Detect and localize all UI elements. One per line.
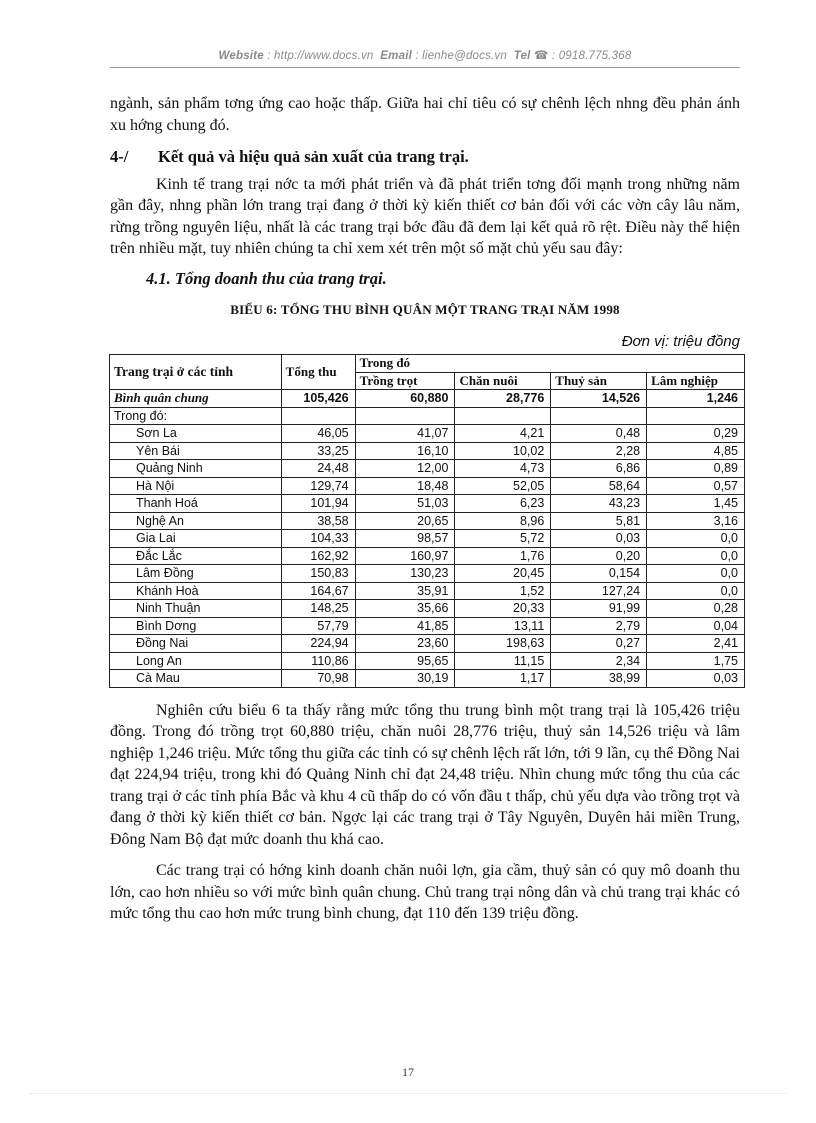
cell-aqua: 0,48 [551, 425, 647, 443]
table-row [110, 477, 745, 495]
cell-crop: 160,97 [355, 547, 455, 565]
cell-aqua: 14,526 [551, 390, 647, 408]
cell-aqua: 91,99 [551, 600, 647, 618]
cell-crop: 35,91 [355, 582, 455, 600]
cell-forest: 0,0 [647, 547, 745, 565]
cell-livestock: 198,63 [455, 635, 551, 653]
subsection-title: 4.1. Tổng doanh thu của trang trại. [146, 268, 387, 288]
cell-forest: 0,0 [647, 565, 745, 583]
cell-region: Thanh Hoá [110, 495, 282, 513]
cell-empty [281, 407, 355, 425]
province-rows [110, 425, 745, 688]
cell-total: 162,92 [281, 547, 355, 565]
table-row [110, 582, 745, 600]
cell-total: 110,86 [281, 652, 355, 670]
cell-total: 164,67 [281, 582, 355, 600]
cell-total: 148,25 [281, 600, 355, 618]
cell-forest: 0,0 [647, 530, 745, 548]
cell-total: 105,426 [281, 390, 355, 408]
page-number: 17 [402, 1065, 414, 1079]
cell-aqua: 2,34 [551, 652, 647, 670]
cell-empty [551, 407, 647, 425]
cell-livestock: 6,23 [455, 495, 551, 513]
table-row-average [110, 390, 745, 408]
table-row [110, 565, 745, 583]
email-value: : lienhe@docs.vn [415, 50, 507, 62]
cell-total: 70,98 [281, 670, 355, 688]
cell-aqua: 0,20 [551, 547, 647, 565]
website-value: : http://www.docs.vn [267, 50, 374, 62]
table-row [110, 635, 745, 653]
cell-aqua: 2,28 [551, 442, 647, 460]
cell-total: 57,79 [281, 617, 355, 635]
cell-crop: 30,19 [355, 670, 455, 688]
cell-region: Ninh Thuận [110, 600, 282, 618]
cell-empty [647, 407, 745, 425]
cell-livestock: 10,02 [455, 442, 551, 460]
cell-region: Đồng Nai [110, 635, 282, 653]
table-row [110, 512, 745, 530]
tel-label: Tel [513, 50, 531, 62]
cell-aqua: 58,64 [551, 477, 647, 495]
website-label: Website [218, 50, 264, 62]
cell-region: Long An [110, 652, 282, 670]
analysis-paragraph-2: Các trang trại có hớng kinh doanh chăn nuôi lợn, gia cầm, thuỷ sản có quy mô doanh thu lớn, cao hơn nhiều so với mức bình quân chung. Chủ trang trại nông dân và chủ trang trại khác có mức tổng thu cao hơn mức trung bình chung, đạt 110 đến 139 triệu đồng. [110, 862, 740, 922]
cell-livestock: 5,72 [455, 530, 551, 548]
cell-total: 46,05 [281, 425, 355, 443]
analysis-paragraph-1: Nghiên cứu biểu 6 ta thấy rằng mức tổng thu trung bình một trang trại là 105,426 triệu đồng. Trong đó trồng trọt 60,880 triệu, chăn nuôi 28,776 triệu, thuỷ sản 14,526 triệu và lâm nghiệp 1,246 triệu. Mức tổng thu giữa các tỉnh có sự chênh lệch rất lớn, tới 9 lần, cụ thể Đồng Nai đạt 224,94 triệu, trong khi đó Quảng Ninh chỉ đạt 24,48 triệu. Nhìn chung mức tổng thu của các trang trại ở các tỉnh phía Bắc và khu 4 cũ thấp do có vốn đầu t thấp, chủ yếu dựa vào trồng trọt và đang ở thời kỳ kiến thiết cơ bản. Ngợc lại các trang trại ở Tây Nguyên, Duyên hải miền Trung, Đông Nam Bộ đạt mức doanh thu khá cao. [110, 701, 740, 848]
cell-region: Khánh Hoà [110, 582, 282, 600]
email-label: Email [380, 50, 412, 62]
table-row [110, 460, 745, 478]
col-header-forest: Lâm nghiệp [647, 372, 745, 390]
cell-livestock: 28,776 [455, 390, 551, 408]
cell-total: 104,33 [281, 530, 355, 548]
cell-forest: 1,45 [647, 495, 745, 513]
cell-aqua: 2,79 [551, 617, 647, 635]
cell-livestock: 13,11 [455, 617, 551, 635]
cell-crop: 20,65 [355, 512, 455, 530]
cell-crop: 12,00 [355, 460, 455, 478]
cell-empty [355, 407, 455, 425]
cell-forest: 2,41 [647, 635, 745, 653]
cell-crop: 41,85 [355, 617, 455, 635]
cell-livestock: 11,15 [455, 652, 551, 670]
cell-livestock: 20,45 [455, 565, 551, 583]
cell-region: Hà Nội [110, 477, 282, 495]
document-body [110, 93, 740, 925]
cell-forest: 4,85 [647, 442, 745, 460]
cell-forest: 0,0 [647, 582, 745, 600]
cell-aqua: 127,24 [551, 582, 647, 600]
cell-crop: 23,60 [355, 635, 455, 653]
revenue-table [109, 354, 745, 688]
cell-total: 129,74 [281, 477, 355, 495]
cell-total: 38,58 [281, 512, 355, 530]
table-row [110, 425, 745, 443]
cell-crop: 130,23 [355, 565, 455, 583]
cell-forest: 3,16 [647, 512, 745, 530]
footer-divider [30, 1093, 786, 1094]
cell-aqua: 0,154 [551, 565, 647, 583]
section-intro: Kinh tế trang trại nớc ta mới phát triển và đã phát triển tơng đối mạnh trong những năm gần đây, nhng phần lớn trang trại đang ở thời kỳ kiến thiết cơ bản đối với các vờn cây lâu năm, rừng trồng nguyên liệu, nhất là các trang trại bớc đầu đã đem lại kết quả rõ rệt. Điều này thể hiện trên nhiều mặt, tuy nhiên chúng ta chỉ xem xét trên một số mặt chủ yếu sau đây: [110, 175, 740, 257]
cell-crop: 18,48 [355, 477, 455, 495]
table-row [110, 530, 745, 548]
col-header-region: Trang trại ở các tỉnh [110, 355, 282, 390]
cell-region: Quảng Ninh [110, 460, 282, 478]
cell-aqua: 0,27 [551, 635, 647, 653]
cell-region: Yên Bái [110, 442, 282, 460]
cell-region: Lâm Đồng [110, 565, 282, 583]
cell-crop: 51,03 [355, 495, 455, 513]
cell-crop: 98,57 [355, 530, 455, 548]
cell-forest: 1,75 [647, 652, 745, 670]
cell-total: 150,83 [281, 565, 355, 583]
cell-forest: 1,246 [647, 390, 745, 408]
cell-region: Đắc Lắc [110, 547, 282, 565]
cell-livestock: 1,52 [455, 582, 551, 600]
table-title: BIỂU 6: TỔNG THU BÌNH QUÂN MỘT TRANG TRẠI NĂM 1998 [230, 302, 620, 317]
cell-region: Gia Lai [110, 530, 282, 548]
cell-aqua: 38,99 [551, 670, 647, 688]
cell-empty [455, 407, 551, 425]
cell-crop: 16,10 [355, 442, 455, 460]
section-heading [110, 146, 740, 168]
paragraph-top: ngành, sản phẩm tơng ứng cao hoặc thấp. Giữa hai chỉ tiêu có sự chênh lệch nhng đều phản ánh xu hớng chung đó. [110, 95, 740, 134]
cell-region: Sơn La [110, 425, 282, 443]
cell-livestock: 4,21 [455, 425, 551, 443]
table-row [110, 442, 745, 460]
section-number: 4-/ [110, 147, 129, 166]
cell-forest: 0,03 [647, 670, 745, 688]
analysis-section [110, 700, 740, 925]
cell-crop: 41,07 [355, 425, 455, 443]
page-header [110, 48, 740, 62]
section-title: Kết quả và hiệu quả sản xuất của trang trại. [158, 147, 469, 166]
cell-total: 33,25 [281, 442, 355, 460]
cell-forest: 0,29 [647, 425, 745, 443]
cell-livestock: 4,73 [455, 460, 551, 478]
table-row [110, 600, 745, 618]
cell-livestock: 1,17 [455, 670, 551, 688]
cell-region: Nghệ An [110, 512, 282, 530]
table-row [110, 617, 745, 635]
col-header-group: Trong đó [355, 355, 744, 373]
cell-total: 101,94 [281, 495, 355, 513]
cell-aqua: 5,81 [551, 512, 647, 530]
col-header-total: Tổng thu [281, 355, 355, 390]
tel-value: ☎ : 0918.775.368 [533, 50, 632, 62]
cell-total: 24,48 [281, 460, 355, 478]
cell-crop: 60,880 [355, 390, 455, 408]
cell-forest: 0,89 [647, 460, 745, 478]
table-header-row [110, 355, 745, 373]
header-divider [110, 67, 740, 68]
cell-aqua: 43,23 [551, 495, 647, 513]
cell-forest: 0,28 [647, 600, 745, 618]
col-header-aqua: Thuỷ sản [551, 372, 647, 390]
cell-crop: 35,66 [355, 600, 455, 618]
cell-crop: 95,65 [355, 652, 455, 670]
table-row [110, 547, 745, 565]
cell-total: 224,94 [281, 635, 355, 653]
col-header-livestock: Chăn nuôi [455, 372, 551, 390]
table-row [110, 652, 745, 670]
cell-region: Cà Mau [110, 670, 282, 688]
cell-livestock: 8,96 [455, 512, 551, 530]
table-row-subheading [110, 407, 745, 425]
cell-region: Trong đó: [110, 407, 282, 425]
cell-livestock: 20,33 [455, 600, 551, 618]
table-unit: Đơn vị: triệu đồng [621, 332, 740, 350]
cell-forest: 0,04 [647, 617, 745, 635]
cell-livestock: 52,05 [455, 477, 551, 495]
cell-region: Bình Dơng [110, 617, 282, 635]
cell-region: Bình quân chung [110, 390, 282, 408]
cell-forest: 0,57 [647, 477, 745, 495]
cell-aqua: 6,86 [551, 460, 647, 478]
col-header-crop: Trồng trọt [355, 372, 455, 390]
table-row [110, 495, 745, 513]
cell-aqua: 0,03 [551, 530, 647, 548]
cell-livestock: 1,76 [455, 547, 551, 565]
table-row [110, 670, 745, 688]
